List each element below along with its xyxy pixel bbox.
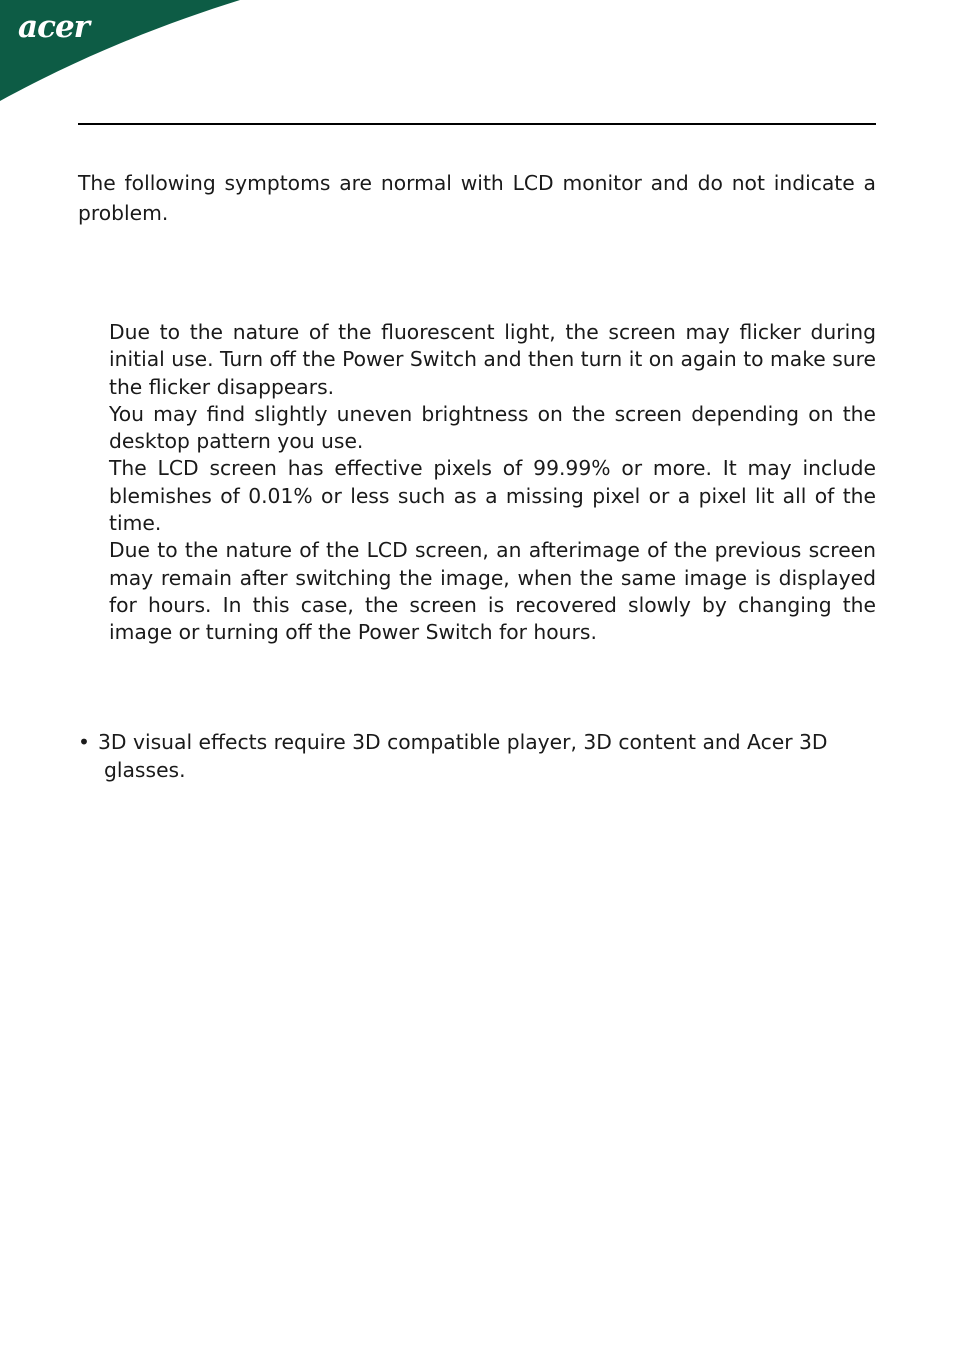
header-divider	[78, 123, 876, 125]
acer-logo	[0, 0, 245, 102]
symptom-item-brightness: You may find slightly uneven brightness on the screen depending on the desktop pattern you use.	[109, 401, 876, 454]
symptom-item-flicker: Due to the nature of the fluorescent light, the screen may flicker during initial use. Turn off the Power Switch and then turn it on again to make sure the flicker disappears.	[109, 320, 876, 399]
bullet-point: •	[78, 730, 90, 754]
intro-paragraph: The following symptoms are normal with LCD monitor and do not indicate a problem.	[78, 171, 876, 225]
note-text: 3D visual effects require 3D compatible player, 3D content and Acer 3D glasses.	[98, 730, 828, 782]
symptom-list	[109, 319, 876, 647]
logo-wordmark: acer	[18, 9, 90, 45]
symptom-item-pixels: The LCD screen has effective pixels of 99.99% or more. It may include blemishes of 0.01% or less such as a missing pixel or a pixel lit all of the time.	[109, 456, 876, 536]
symptom-item-afterimage: Due to the nature of the LCD screen, an afterimage of the previous screen may remain after switching the image, when the same image is displayed for hours. In this case, the screen is recovered slowly by changing the image or turning off the Power Switch for hours.	[109, 538, 876, 645]
note-3d-requirements	[78, 728, 876, 784]
